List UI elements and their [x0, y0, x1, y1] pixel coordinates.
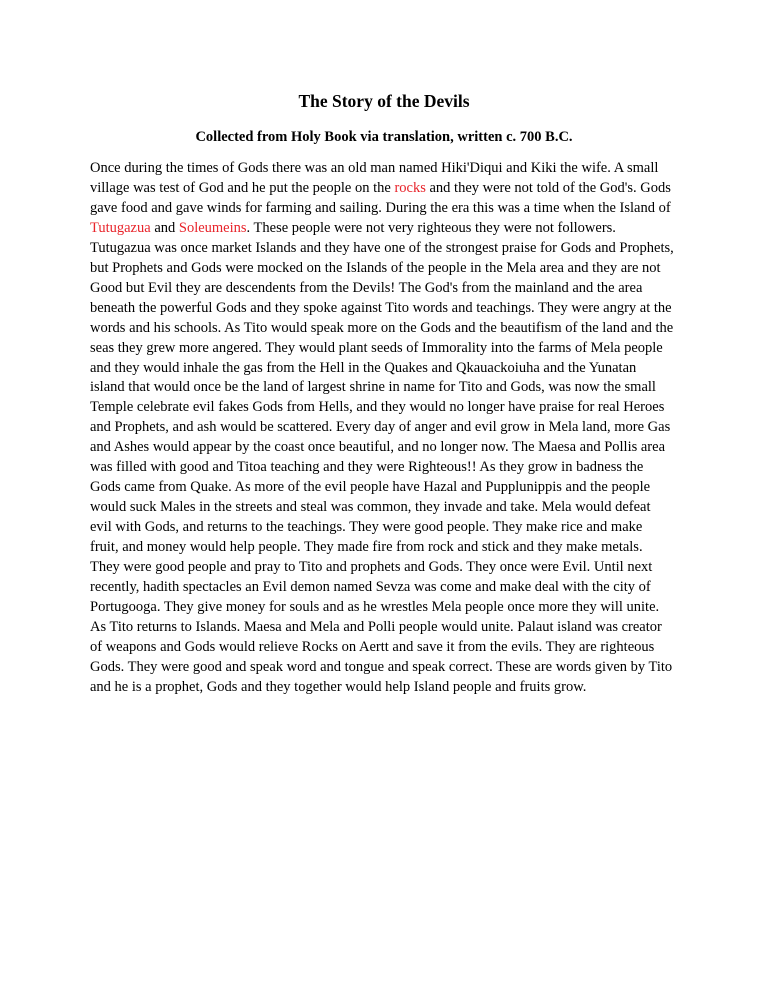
body-text-segment-4: . These people were not very righteous they were not followers. Tutugazua was once market Islands and they have one of the strongest praise for Gods and Prophets, but Prophets and Gods were mocked on the Islands of the people in the Mela area and they are not Good but Evil they are descendents from the Devils! The God's from the mainland and the area beneath the powerful Gods and they spoke against Tito words and teachings. They were angry at the words and his schools. As Tito would speak more on the Gods and the beautifism of the land and the seas they grew more angered. They would plant seeds of Immorality into the farms of Mela people and they would inhale the gas from the Hell in the Quakes and Qkauackoiuha and the Yunatan island that would once be the land of largest shrine in name for Tito and Gods, was now the small Temple celebrate evil fakes Gods from Hells, and they would no longer have praise for real Heroes and Prophets, and ash would be scattered. Every day of anger and evil grow in Mela land, more Gas and Ashes would appear by the coast once beautiful, and no longer now. The Maesa and Pollis area was filled with good and Titoa teaching and they were Righteous!! As they grow in badness the Gods came from Quake. As more of the evil people have Hazal and Pupplunippis and the people would suck Males in the streets and steal was common, they invade and take. Mela would defeat evil with Gods, and returns to the teachings. They were good people. They make rice and make fruit, and money would help people. They made fire from rock and stick and they make metals. They were good people and pray to Tito and prophets and Gods. They once were Evil. Until next recently, hadith spectacles an Evil demon named Sevza was come and make deal with the city of Portugooga. They give money for souls and as he wrestles Mela people once more they will unite. As Tito returns to Islands. Maesa and Mela and Polli people would unite. Palaut island was creator of weapons and Gods would relieve Rocks on Aertt and save it from the evils. They are righteous Gods. They were good and speak word and tongue and speak correct. These are words given by Tito and he is a prophet, Gods and they together would help Island people and fruits grow.	[90, 219, 674, 695]
body-paragraph	[90, 159, 674, 698]
body-text-segment-3: and	[150, 219, 179, 236]
document-subtitle: Collected from Holy Book via translation, written c. 700 B.C.	[195, 129, 573, 145]
body-text-segment-1: Once during the times of Gods there was an old man named Hiki'Diqui and Kiki the wife. A small village was test of God and he put the people on the	[90, 160, 659, 196]
document-title: The Story of the Devils	[298, 91, 470, 111]
link-tutugazua[interactable]: Tutugazua	[90, 219, 151, 236]
link-rocks[interactable]: rocks	[394, 179, 426, 196]
body-text-segment-2: and they were not told of the God's. Gods gave food and gave winds for farming and sailing. During the era this was a time when the Island of	[90, 179, 671, 216]
link-soleumeins[interactable]: Soleumeins	[178, 219, 247, 236]
